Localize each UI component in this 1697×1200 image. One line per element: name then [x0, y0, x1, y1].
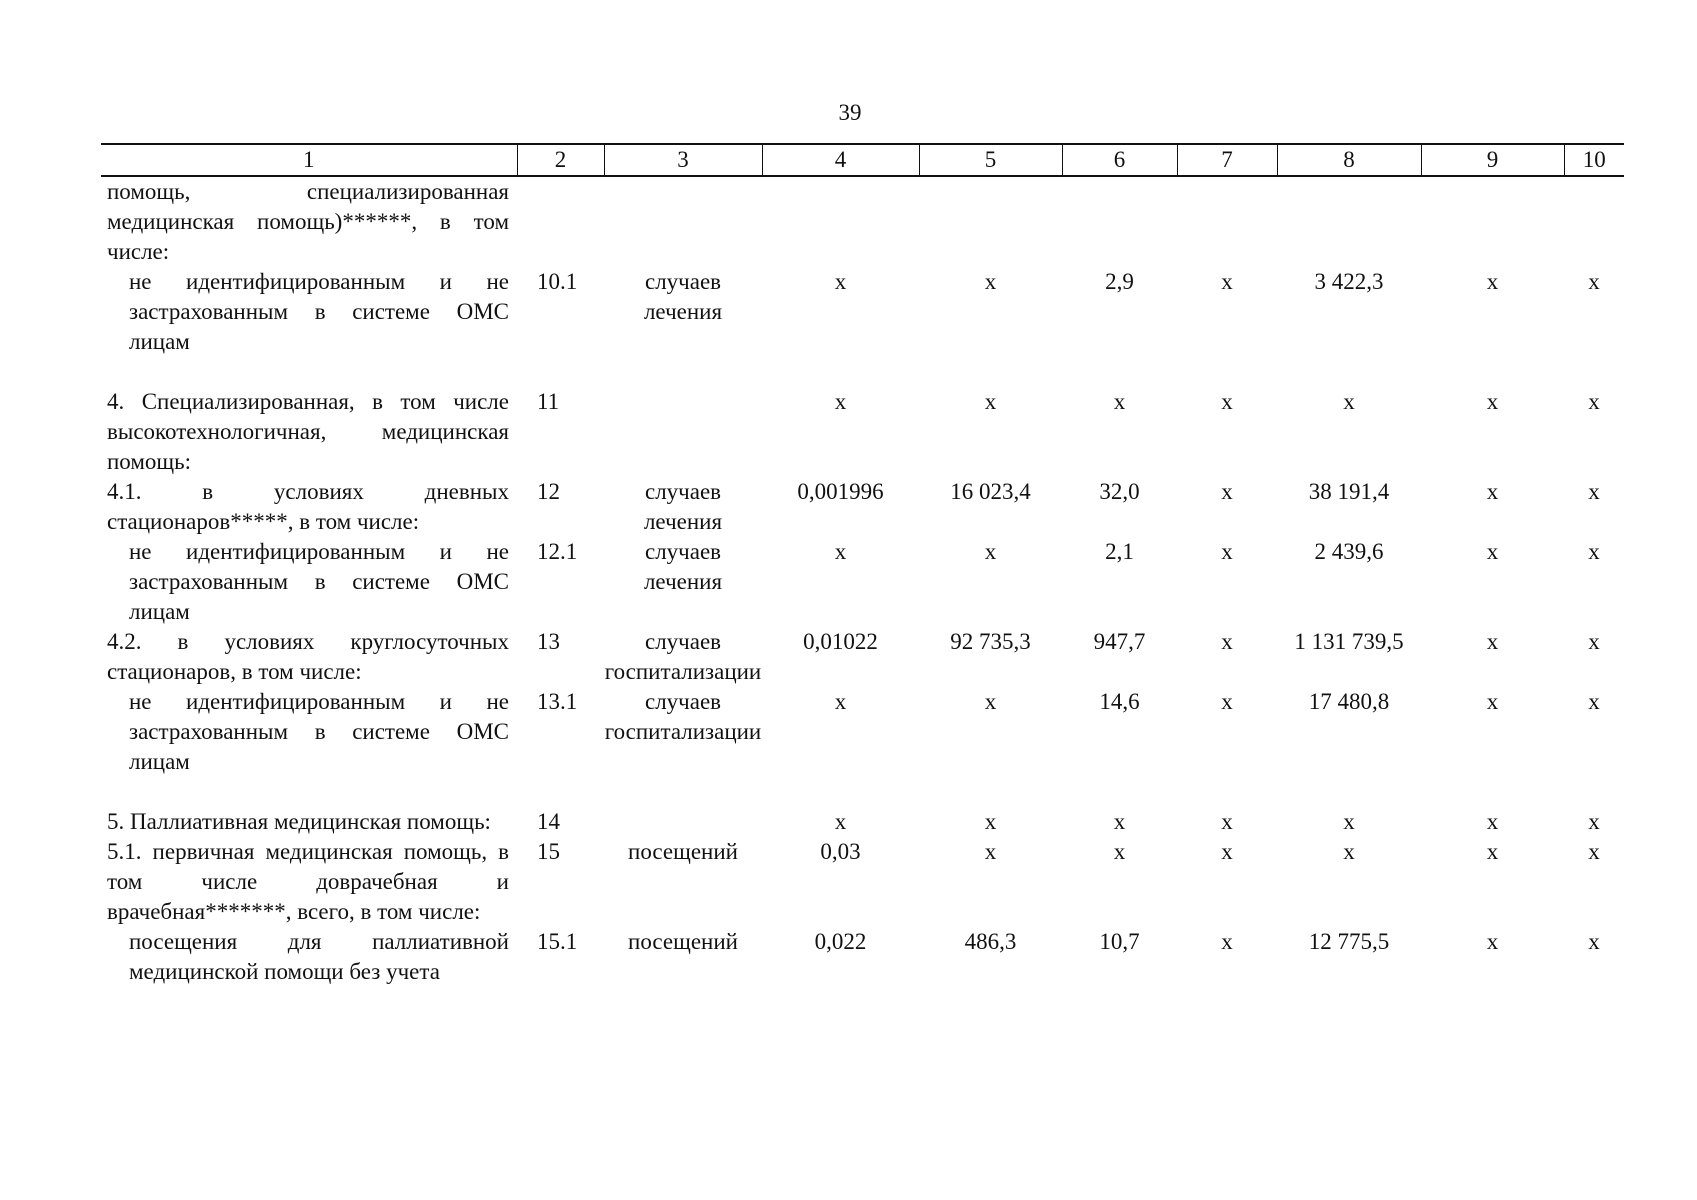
row-code: 12.1 — [537, 539, 578, 564]
row-value: 10,7 — [1099, 929, 1140, 954]
column-header: 2 — [517, 144, 604, 176]
column-header: 3 — [604, 144, 762, 176]
row-unit: случаев лечения — [643, 539, 723, 594]
row-value: 0,01022 — [803, 629, 878, 654]
row-value — [1564, 176, 1624, 267]
row-value: х — [984, 539, 997, 564]
row-unit: случаев госпитализации — [604, 689, 762, 744]
table-row — [101, 627, 1624, 687]
row-value: х — [1221, 389, 1233, 414]
row-value: х — [1113, 839, 1126, 864]
row-value — [1421, 176, 1564, 267]
row-value: 14,6 — [1099, 689, 1140, 714]
row-value: х — [1486, 269, 1499, 294]
column-header: 7 — [1177, 144, 1277, 176]
row-name: не идентифицированным и не застрахованным в системе ОМС лицам — [129, 539, 509, 624]
row-value — [1177, 176, 1277, 267]
row-name: 4.1. в условиях дневных стационаров*****, в том числе: — [107, 479, 509, 534]
row-value: х — [984, 389, 997, 414]
row-value — [1277, 176, 1421, 267]
row-value: 32,0 — [1099, 479, 1140, 504]
table-row — [101, 837, 1624, 927]
row-value: х — [1588, 539, 1600, 564]
row-code: 15 — [537, 839, 560, 864]
row-value: 92 735,3 — [950, 629, 1031, 654]
row-unit: случаев лечения — [643, 269, 723, 324]
row-unit — [604, 387, 762, 477]
row-value: х — [1486, 929, 1499, 954]
row-value: х — [834, 809, 847, 834]
table-row — [101, 267, 1624, 387]
row-value: х — [834, 389, 847, 414]
row-name: не идентифицированным и не застрахованным в системе ОМС лицам — [129, 689, 509, 774]
row-name: 4. Специализированная, в том числе высокотехнологичная, медицинская помощь: — [107, 389, 509, 474]
row-value: х — [984, 839, 997, 864]
row-code: 13 — [537, 629, 560, 654]
row-value: х — [1221, 689, 1233, 714]
row-value: х — [1486, 809, 1499, 834]
row-value: 2,1 — [1105, 539, 1134, 564]
row-value: х — [1588, 839, 1600, 864]
row-code: 11 — [537, 389, 560, 414]
column-header: 10 — [1564, 144, 1624, 176]
row-value — [1062, 176, 1177, 267]
row-value: 2,9 — [1105, 269, 1134, 294]
row-unit: посещений — [628, 839, 738, 864]
row-value: х — [834, 689, 847, 714]
row-code: 14 — [537, 809, 560, 834]
row-value — [762, 176, 919, 267]
row-code — [517, 176, 604, 267]
row-unit: случаев госпитализации — [604, 629, 762, 684]
row-unit: случаев лечения — [643, 479, 723, 534]
page-number: 39 — [838, 100, 862, 125]
column-header: 1 — [101, 144, 517, 176]
row-value: х — [1486, 539, 1499, 564]
column-header: 6 — [1062, 144, 1177, 176]
row-value: 12 775,5 — [1308, 929, 1390, 954]
row-value: х — [984, 809, 997, 834]
row-unit: посещений — [628, 929, 738, 954]
column-header: 9 — [1421, 144, 1564, 176]
row-value: х — [1588, 809, 1600, 834]
column-header: 8 — [1277, 144, 1421, 176]
column-header: 4 — [762, 144, 919, 176]
data-table — [101, 143, 1624, 987]
row-unit — [604, 176, 762, 267]
row-value: х — [1486, 839, 1499, 864]
row-value: 17 480,8 — [1308, 689, 1390, 714]
row-value: х — [1221, 479, 1233, 504]
row-code: 10.1 — [537, 269, 578, 294]
row-unit — [604, 807, 762, 837]
row-name: 5.1. первичная медицинская помощь, в том числе доврачебная и врачебная*******, всего, в том числе: — [107, 839, 509, 924]
row-code: 12 — [537, 479, 560, 504]
row-value: х — [1486, 629, 1499, 654]
row-value: х — [1343, 809, 1355, 834]
table-row — [101, 176, 1624, 267]
row-value: х — [1221, 629, 1233, 654]
table-row — [101, 687, 1624, 807]
row-value: 1 131 739,5 — [1294, 629, 1404, 654]
row-name: 5. Паллиативная медицинская помощь: — [107, 809, 491, 834]
table-row — [101, 927, 1624, 987]
table-header-row — [101, 144, 1624, 176]
row-value: х — [834, 269, 847, 294]
row-value: х — [1343, 839, 1355, 864]
row-value: х — [1113, 809, 1126, 834]
row-value: х — [1221, 929, 1233, 954]
row-value: 947,7 — [1093, 629, 1146, 654]
row-value: 0,03 — [820, 839, 861, 864]
row-value: х — [834, 539, 847, 564]
row-value: х — [1588, 629, 1600, 654]
row-value: х — [1486, 389, 1499, 414]
row-value: х — [1221, 539, 1233, 564]
row-value: х — [1221, 839, 1233, 864]
table-row — [101, 477, 1624, 537]
row-value: 0,022 — [814, 929, 867, 954]
table-row — [101, 387, 1624, 477]
row-value: х — [1113, 389, 1126, 414]
row-value: 38 191,4 — [1308, 479, 1390, 504]
row-value: х — [1343, 389, 1355, 414]
row-value: х — [1588, 269, 1600, 294]
row-value: 3 422,3 — [1314, 269, 1384, 294]
row-value: х — [1221, 269, 1233, 294]
row-value: х — [984, 269, 997, 294]
row-value: х — [1221, 809, 1233, 834]
row-name: 4.2. в условиях круглосуточных стационаров, в том числе: — [107, 629, 509, 684]
table-row — [101, 537, 1624, 627]
row-value: 0,001996 — [797, 479, 884, 504]
row-value: х — [1486, 689, 1499, 714]
row-code: 15.1 — [537, 929, 578, 954]
row-name: не идентифицированным и не застрахованным в системе ОМС лицам — [129, 269, 509, 354]
row-value: х — [984, 689, 997, 714]
row-value: х — [1588, 389, 1600, 414]
table-row — [101, 807, 1624, 837]
row-value: х — [1588, 479, 1600, 504]
column-header: 5 — [919, 144, 1062, 176]
row-code: 13.1 — [537, 689, 578, 714]
row-value: х — [1588, 929, 1600, 954]
row-value: 16 023,4 — [950, 479, 1031, 504]
row-value: х — [1486, 479, 1499, 504]
row-name: посещения для паллиативной медицинской помощи без учета — [129, 929, 509, 984]
row-value: 486,3 — [964, 929, 1017, 954]
row-name: помощь, специализированная медицинская помощь)******, в том числе: — [107, 179, 509, 264]
row-value: х — [1588, 689, 1600, 714]
row-value: 2 439,6 — [1314, 539, 1384, 564]
row-value — [919, 176, 1062, 267]
